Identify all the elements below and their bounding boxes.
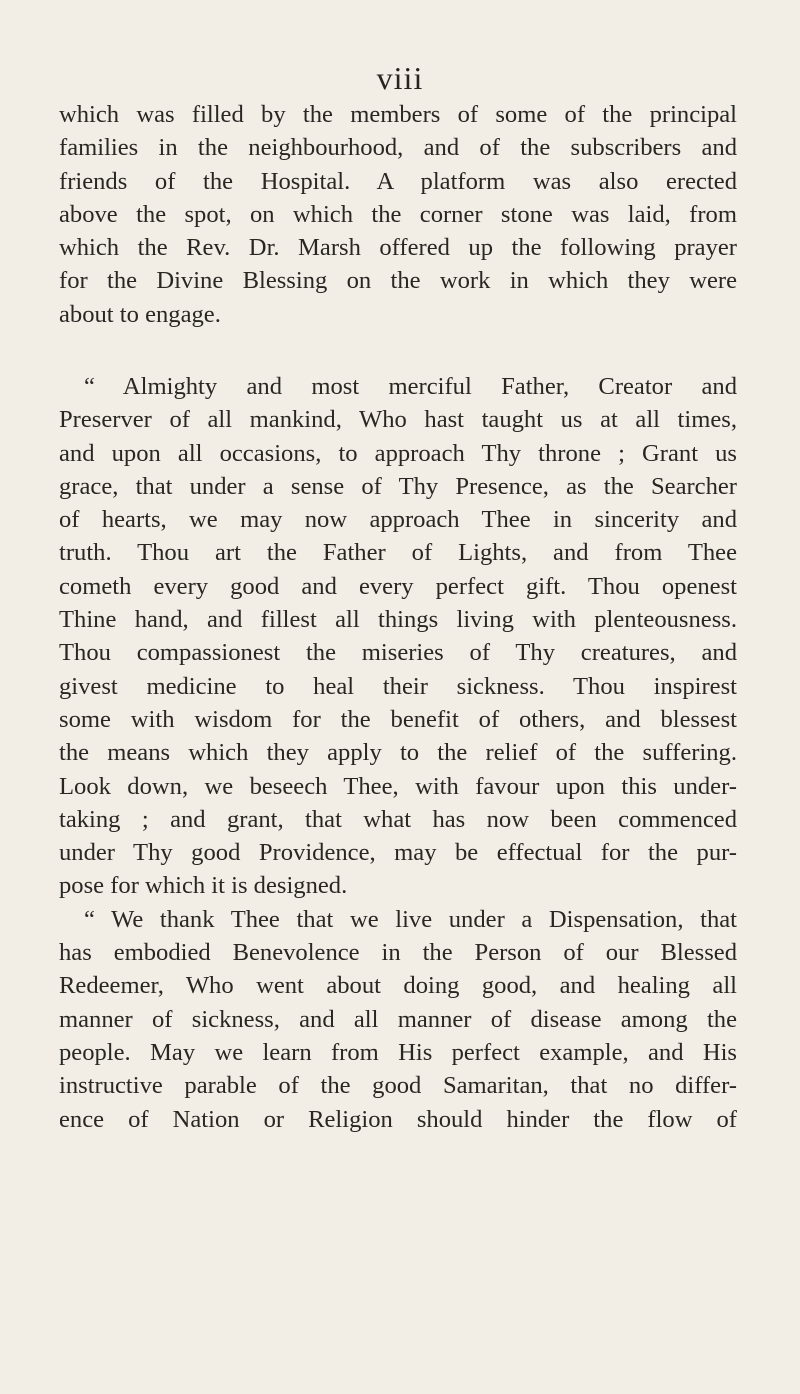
text-line: grace, that under a sense of Thy Presence, as the Searcher	[59, 472, 737, 500]
page-number: viii	[376, 60, 424, 96]
text-line: which the Rev. Dr. Marsh offered up the following prayer	[59, 234, 737, 262]
text-line: Thine hand, and fillest all things living with plenteousness.	[59, 606, 737, 634]
text-line: ence of Nation or Religion should hinder the flow of	[59, 1105, 737, 1133]
text-line: of hearts, we may now approach Thee in sincerity and	[59, 506, 737, 534]
text-line: manner of sickness, and all manner of disease among the	[59, 1005, 737, 1033]
text-line: has embodied Benevolence in the Person of our Blessed	[59, 939, 737, 967]
text-line: the means which they apply to the relief of the suffering.	[59, 739, 737, 767]
text-line: people. May we learn from His perfect example, and His	[59, 1038, 737, 1066]
text-line: “ Almighty and most merciful Father, Creator and	[84, 373, 737, 400]
intro-paragraph	[59, 98, 737, 331]
text-line: cometh every good and every perfect gift. Thou openest	[59, 572, 737, 600]
prayer-text	[59, 370, 737, 1136]
text-line: under Thy good Providence, may be effectual for the pur-	[59, 839, 737, 867]
text-line: Redeemer, Who went about doing good, and healing all	[59, 972, 737, 1000]
text-line: pose for which it is designed.	[59, 872, 348, 900]
text-line: which was filled by the members of some of the principal	[59, 101, 737, 128]
text-line: friends of the Hospital. A platform was also erected	[59, 167, 737, 195]
text-line: instructive parable of the good Samaritan, that no differ-	[59, 1072, 737, 1100]
text-line: Look down, we beseech Thee, with favour upon this under-	[59, 772, 737, 800]
text-line: families in the neighbourhood, and of the subscribers and	[59, 134, 737, 162]
text-line: some with wisdom for the benefit of others, and blessest	[59, 705, 737, 733]
text-line: taking ; and grant, that what has now been commenced	[59, 805, 737, 833]
text-line: and upon all occasions, to approach Thy throne ; Grant us	[59, 439, 737, 467]
text-line: about to engage.	[59, 300, 221, 328]
text-line: Preserver of all mankind, Who hast taught us at all times,	[59, 406, 737, 434]
text-line: givest medicine to heal their sickness. Thou inspirest	[59, 672, 737, 700]
text-line: Thou compassionest the miseries of Thy creatures, and	[59, 639, 737, 667]
text-line: truth. Thou art the Father of Lights, and from Thee	[59, 539, 737, 567]
text-line: for the Divine Blessing on the work in which they were	[59, 267, 737, 295]
text-line: “ We thank Thee that we live under a Dispensation, that	[84, 905, 737, 933]
text-line: above the spot, on which the corner stone was laid, from	[59, 200, 737, 228]
